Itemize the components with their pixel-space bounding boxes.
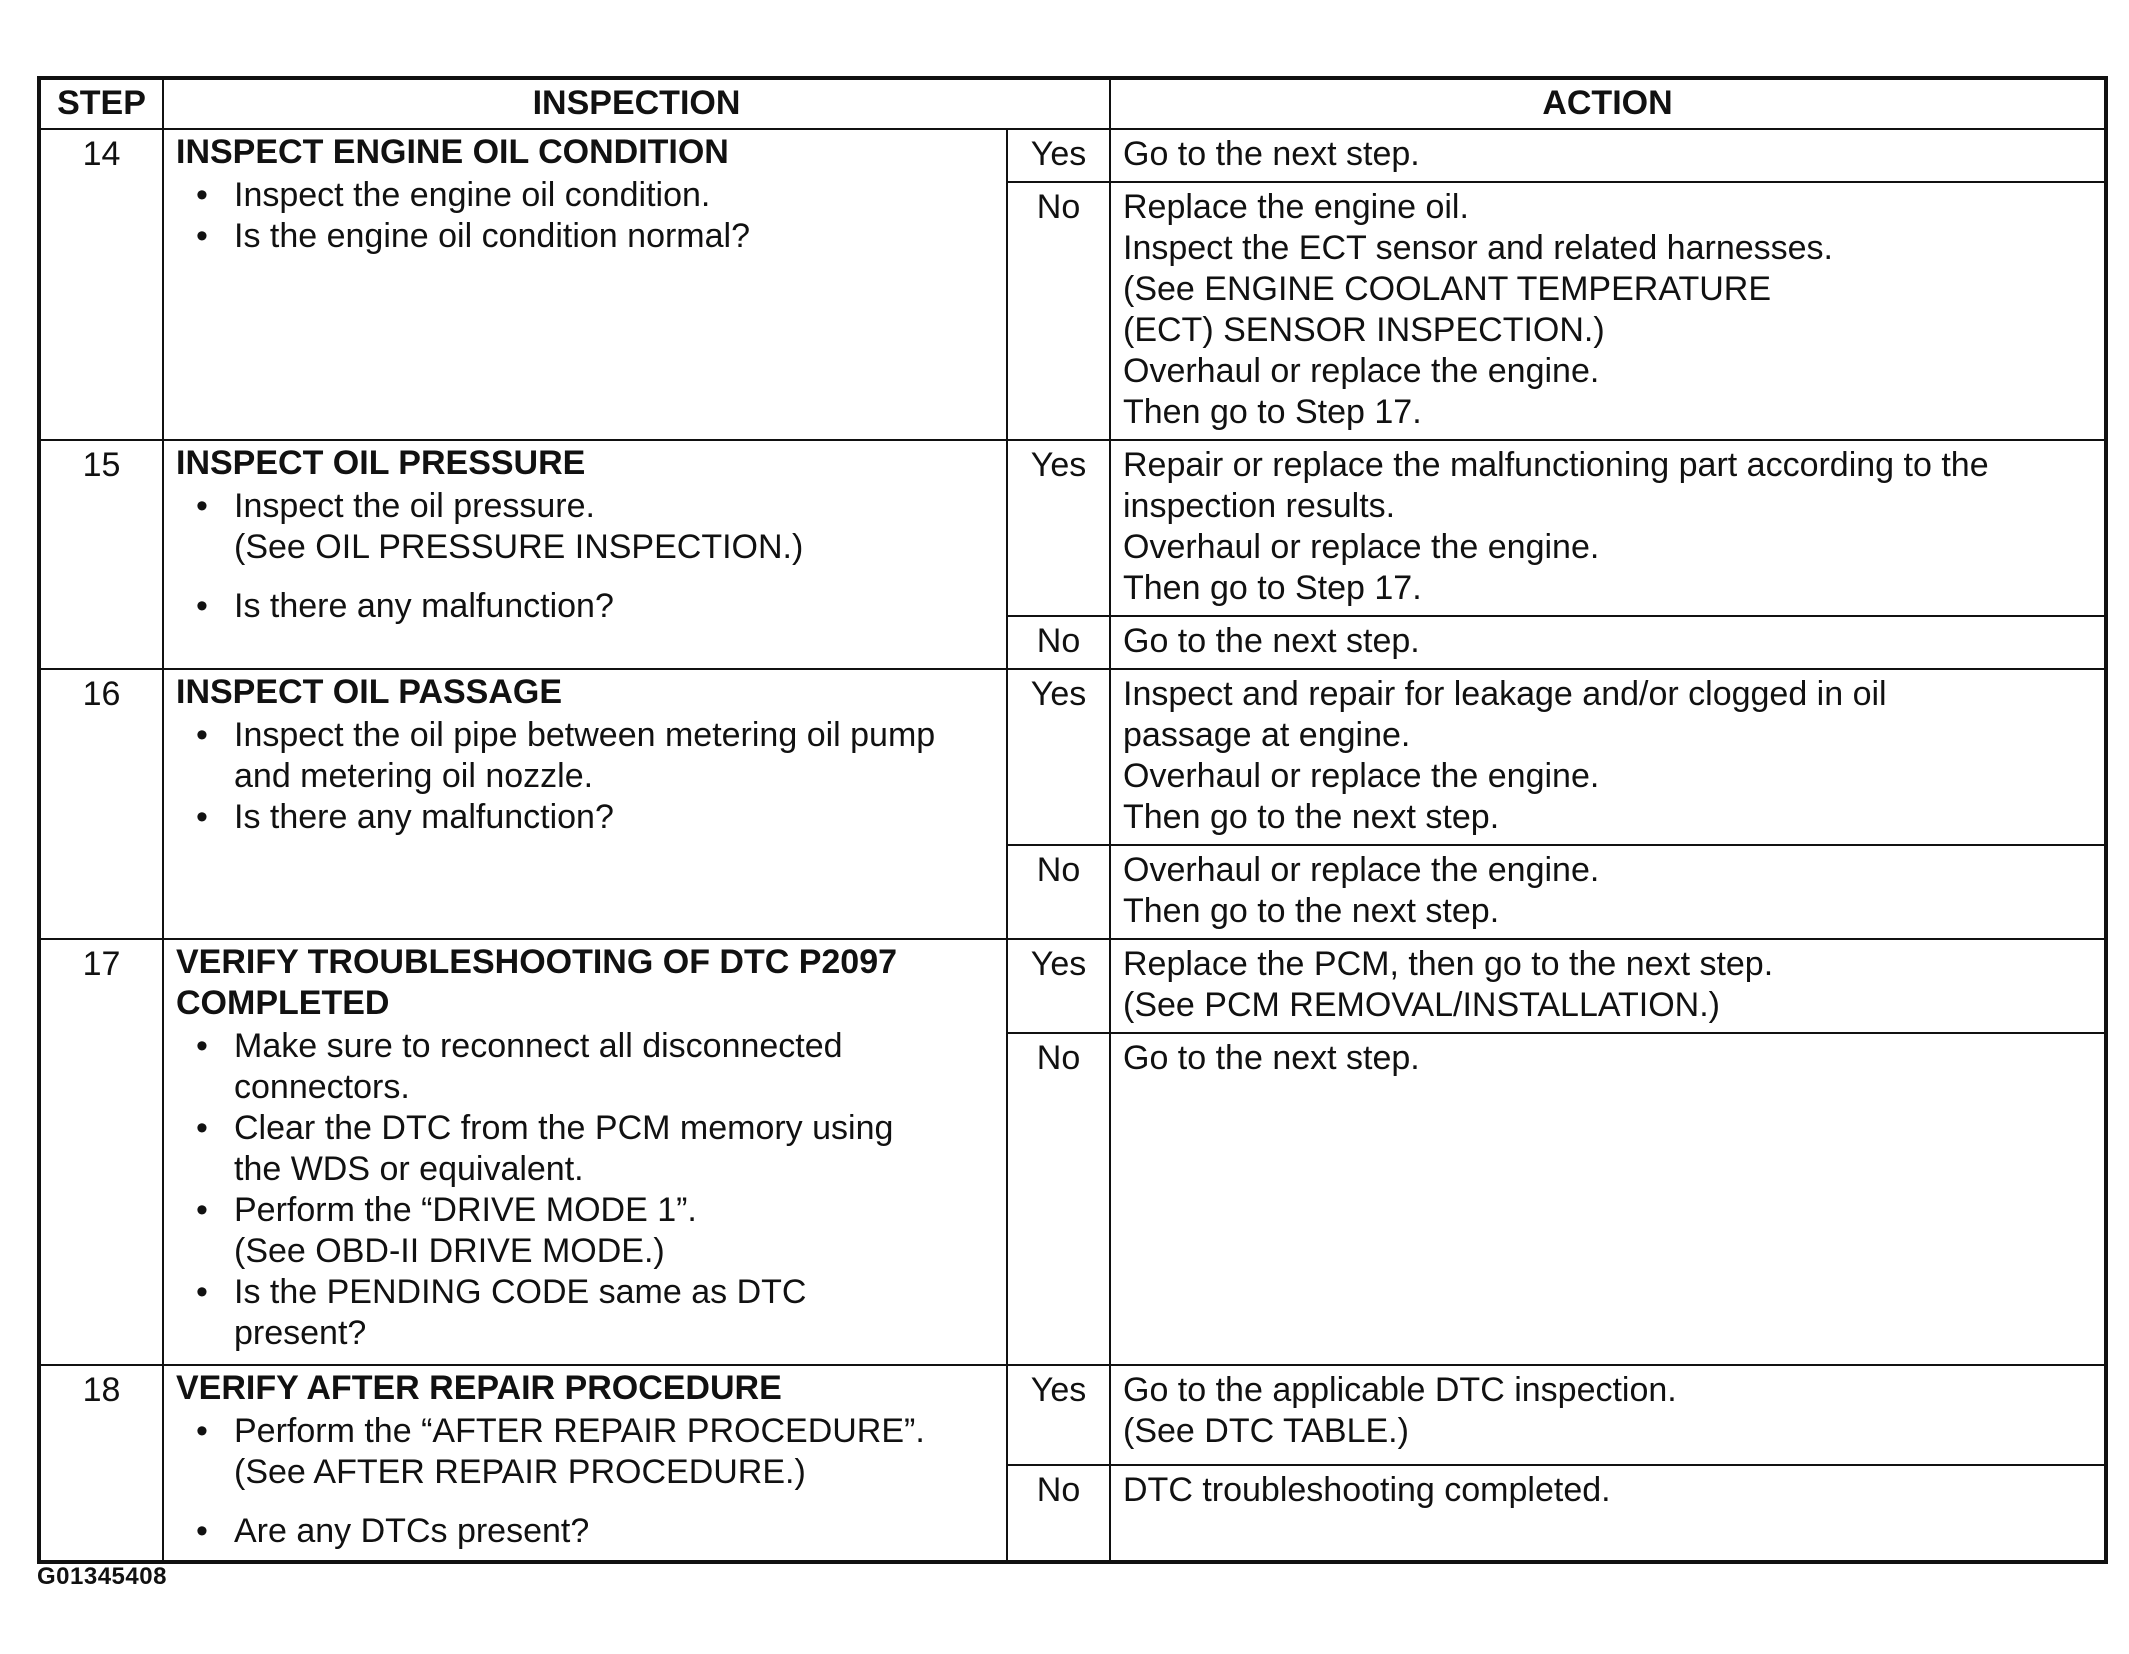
bullet-item — [176, 1411, 998, 1493]
yes-label: Yes — [1007, 1365, 1110, 1465]
action-line: Overhaul or replace the engine. — [1123, 757, 1600, 795]
step-17-yes-row — [39, 939, 2106, 1033]
action-line: passage at engine. — [1123, 716, 1411, 754]
bullet-text: • Make sure to reconnect all disconnected — [234, 1027, 843, 1065]
yes-action — [1110, 939, 2106, 1033]
action-line: (See PCM REMOVAL/INSTALLATION.) — [1123, 986, 1721, 1024]
bullet-item — [176, 1108, 998, 1190]
yes-label: Yes — [1007, 440, 1110, 616]
inspection-title: COMPLETED — [176, 984, 390, 1022]
no-action — [1110, 1465, 2106, 1562]
bullet-item — [176, 1272, 998, 1354]
bullet-text: • Perform the “DRIVE MODE 1”. — [234, 1191, 697, 1229]
inspection-title: VERIFY TROUBLESHOOTING OF DTC P2097 — [176, 943, 898, 981]
inspection-bullets — [176, 175, 998, 257]
bullet-item: • Is there any malfunction? — [176, 797, 998, 838]
action-line: Repair or replace the malfunctioning part according to the — [1123, 446, 1989, 484]
bullet-text: the WDS or equivalent. — [234, 1150, 584, 1188]
action-line: Replace the PCM, then go to the next step. — [1123, 945, 1774, 983]
inspection-cell — [163, 1365, 1007, 1562]
yes-label: Yes — [1007, 669, 1110, 845]
inspection-cell — [163, 129, 1007, 440]
step-number: 16 — [39, 669, 163, 939]
no-label: No — [1007, 1033, 1110, 1365]
bullet-item — [176, 1026, 998, 1108]
inspection-header: INSPECTION — [163, 78, 1110, 129]
bullet-text: (See OIL PRESSURE INSPECTION.) — [234, 528, 804, 566]
no-action — [1110, 845, 2106, 939]
action-line: inspection results. — [1123, 487, 1396, 525]
step-16-yes-row — [39, 669, 2106, 845]
inspection-cell — [163, 669, 1007, 939]
figure-id-caption: G01345408 — [37, 1563, 167, 1590]
bullet-text: • Is the PENDING CODE same as DTC — [234, 1273, 807, 1311]
header-row — [39, 78, 2106, 129]
action-line: Go to the next step. — [1123, 135, 1420, 173]
yes-action — [1110, 669, 2106, 845]
no-label: No — [1007, 1465, 1110, 1562]
action-line: Inspect and repair for leakage and/or clogged in oil — [1123, 675, 1887, 713]
inspection-title: INSPECT OIL PRESSURE — [176, 444, 586, 482]
inspection-title: VERIFY AFTER REPAIR PROCEDURE — [176, 1369, 782, 1407]
yes-action — [1110, 129, 2106, 182]
no-action — [1110, 182, 2106, 440]
step-18-yes-row — [39, 1365, 2106, 1465]
no-action — [1110, 1033, 2106, 1365]
action-line: Go to the applicable DTC inspection. — [1123, 1371, 1677, 1409]
yes-label: Yes — [1007, 129, 1110, 182]
action-line: Go to the next step. — [1123, 1039, 1420, 1077]
action-line: Overhaul or replace the engine. — [1123, 528, 1600, 566]
action-line: Go to the next step. — [1123, 622, 1420, 660]
action-line: Then go to the next step. — [1123, 798, 1500, 836]
action-line: Then go to Step 17. — [1123, 393, 1422, 431]
action-line: (ECT) SENSOR INSPECTION.) — [1123, 311, 1605, 349]
action-line: Then go to the next step. — [1123, 892, 1500, 930]
bullet-item: • Inspect the engine oil condition. — [176, 175, 998, 216]
inspection-bullets — [176, 1026, 998, 1354]
step-number: 14 — [39, 129, 163, 440]
yes-action — [1110, 1365, 2106, 1465]
bullet-item — [176, 715, 998, 797]
inspection-title: INSPECT OIL PASSAGE — [176, 673, 563, 711]
action-line: (See ENGINE COOLANT TEMPERATURE — [1123, 270, 1772, 308]
yes-action — [1110, 440, 2106, 616]
step-header: STEP — [39, 78, 163, 129]
step-number: 17 — [39, 939, 163, 1365]
inspection-bullets — [176, 1411, 998, 1552]
no-label: No — [1007, 616, 1110, 669]
bullet-text: (See AFTER REPAIR PROCEDURE.) — [234, 1453, 806, 1491]
yes-label: Yes — [1007, 939, 1110, 1033]
no-label: No — [1007, 845, 1110, 939]
no-label: No — [1007, 182, 1110, 440]
step-number: 15 — [39, 440, 163, 669]
step-14-yes-row — [39, 129, 2106, 182]
bullet-text: • Clear the DTC from the PCM memory using — [234, 1109, 894, 1147]
inspection-bullets — [176, 715, 998, 838]
bullet-text: present? — [234, 1314, 367, 1352]
troubleshooting-table — [37, 76, 2108, 1564]
action-header: ACTION — [1110, 78, 2106, 129]
diagnostic-procedure-sheet — [37, 76, 2104, 1564]
bullet-item: • Is the engine oil condition normal? — [176, 216, 998, 257]
bullet-text: (See OBD-II DRIVE MODE.) — [234, 1232, 665, 1270]
action-line: DTC troubleshooting completed. — [1123, 1471, 1611, 1510]
action-line: (See DTC TABLE.) — [1123, 1412, 1409, 1450]
action-line: Overhaul or replace the engine. — [1123, 352, 1600, 390]
no-action — [1110, 616, 2106, 669]
bullet-item — [176, 486, 998, 568]
step-15-yes-row — [39, 440, 2106, 616]
action-line: Then go to Step 17. — [1123, 569, 1422, 607]
bullet-text: and metering oil nozzle. — [234, 757, 594, 795]
step-number: 18 — [39, 1365, 163, 1562]
bullet-text: • Inspect the oil pipe between metering oil pump — [234, 716, 936, 754]
inspection-cell — [163, 939, 1007, 1365]
bullet-text: • Perform the “AFTER REPAIR PROCEDURE”. — [234, 1412, 925, 1450]
action-line: Replace the engine oil. — [1123, 188, 1469, 226]
action-line: Inspect the ECT sensor and related harnesses. — [1123, 229, 1833, 267]
inspection-bullets — [176, 486, 998, 627]
bullet-text: connectors. — [234, 1068, 410, 1106]
inspection-cell — [163, 440, 1007, 669]
bullet-item: • Are any DTCs present? — [176, 1511, 998, 1552]
action-line: Overhaul or replace the engine. — [1123, 851, 1600, 889]
bullet-item: • Is there any malfunction? — [176, 586, 998, 627]
bullet-item — [176, 1190, 998, 1272]
bullet-text: • Inspect the oil pressure. — [234, 487, 595, 525]
inspection-title: INSPECT ENGINE OIL CONDITION — [176, 133, 729, 171]
